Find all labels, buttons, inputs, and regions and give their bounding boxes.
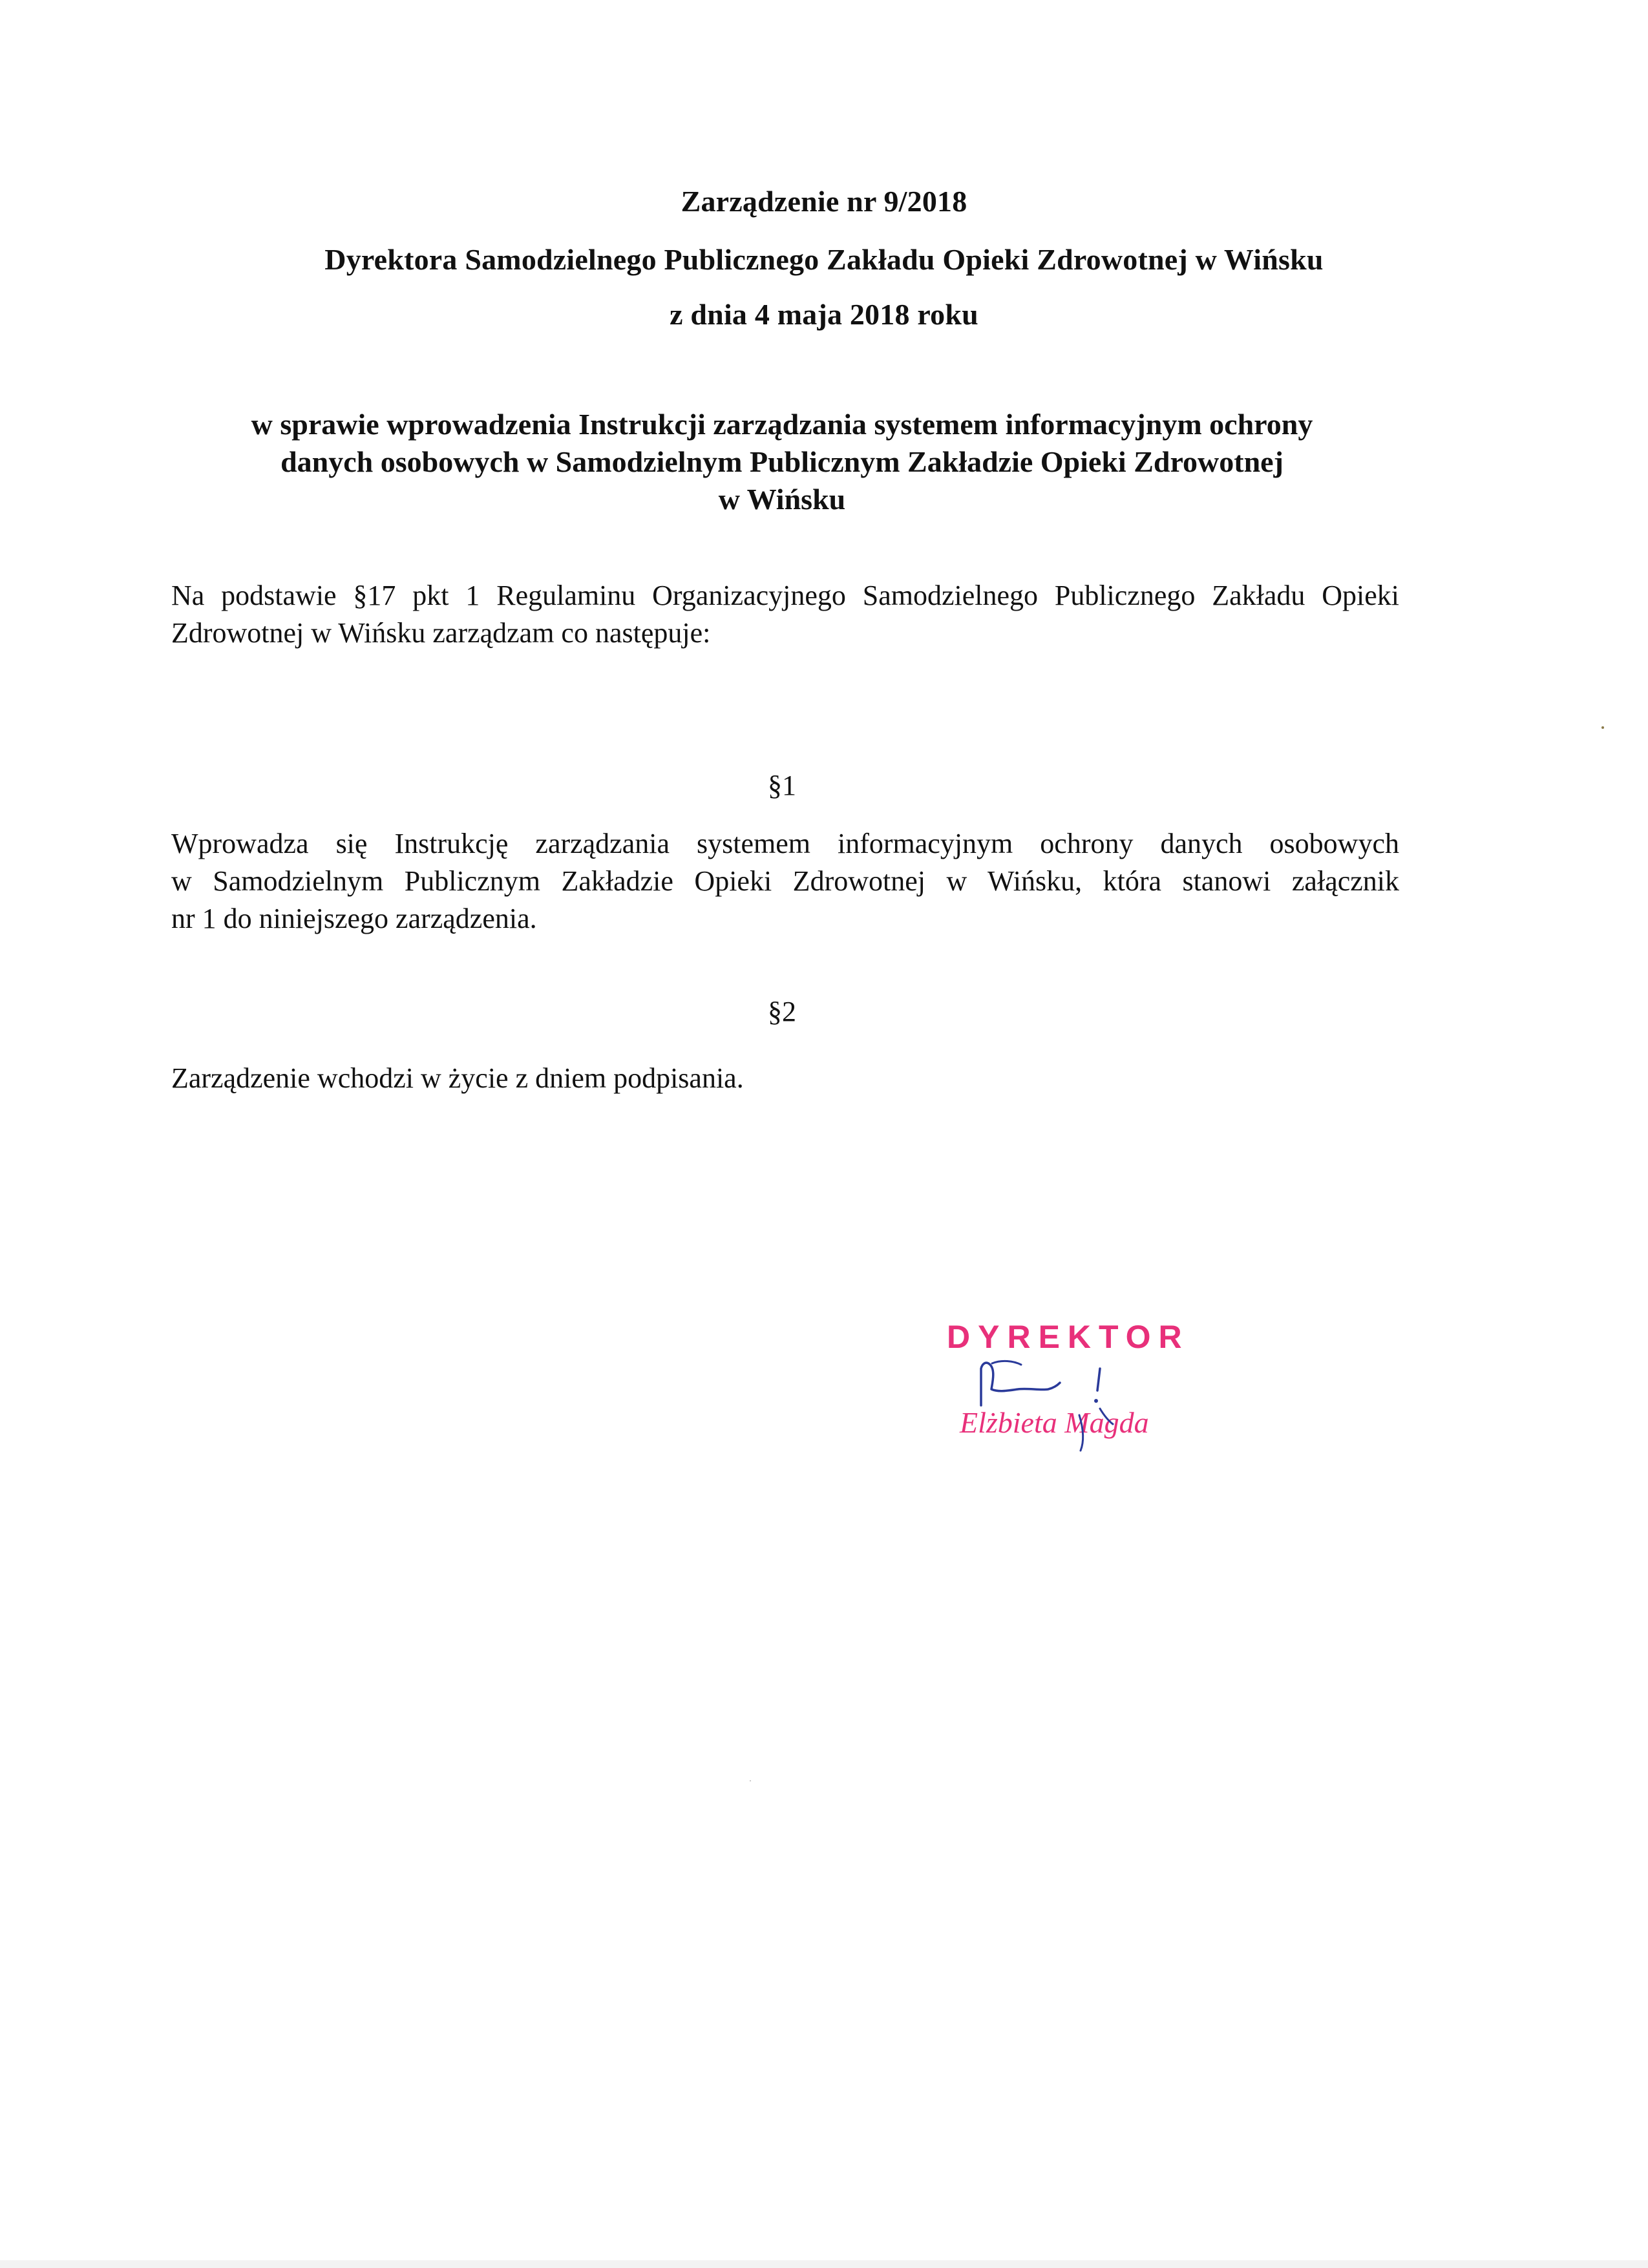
basis-line: Na podstawie §17 pkt 1 Regulaminu Organizacyjnego Samodzielnego Publicznego Zakładu Opieki	[171, 580, 1399, 611]
document-subject	[194, 406, 1370, 518]
section-2-line: Zarządzenie wchodzi w życie z dniem podpisania.	[171, 1062, 744, 1094]
scan-speck	[750, 1780, 751, 1781]
handwritten-signature	[931, 1318, 1267, 1480]
section-1-text	[171, 825, 1399, 938]
stamp-name: Elżbieta Magda	[960, 1406, 1149, 1439]
section-1-line: nr 1 do niniejszego zarządzenia.	[171, 903, 537, 934]
scan-speck	[1601, 726, 1604, 729]
legal-basis	[171, 577, 1399, 652]
basis-line: Zdrowotnej w Wińsku zarządzam co następuje:	[171, 617, 711, 649]
subject-line: w sprawie wprowadzenia Instrukcji zarządzania systemem informacyjnym ochrony	[251, 408, 1313, 441]
section-1-mark: §1	[768, 770, 796, 801]
stamp-title: DYREKTOR	[947, 1319, 1190, 1355]
section-1-line: w Samodzielnym Publicznym Zakładzie Opieki Zdrowotnej w Wińsku, która stanowi załącznik	[171, 865, 1399, 897]
document-title: Zarządzenie nr 9/2018	[681, 185, 967, 218]
section-2-mark: §2	[768, 996, 796, 1027]
document-issuer: Dyrektora Samodzielnego Publicznego Zakładu Opieki Zdrowotnej w Wińsku	[324, 243, 1324, 276]
document-date: z dnia 4 maja 2018 roku	[670, 298, 978, 331]
scan-edge	[0, 2260, 1648, 2268]
subject-line: w Wińsku	[718, 483, 846, 516]
section-2-text	[171, 1060, 1399, 1097]
director-signature-stamp	[931, 1318, 1267, 1480]
section-1-line: Wprowadza się Instrukcję zarządzania systemem informacyjnym ochrony danych osobowych	[171, 828, 1399, 859]
subject-line: danych osobowych w Samodzielnym Publicznym Zakładzie Opieki Zdrowotnej	[280, 445, 1284, 478]
